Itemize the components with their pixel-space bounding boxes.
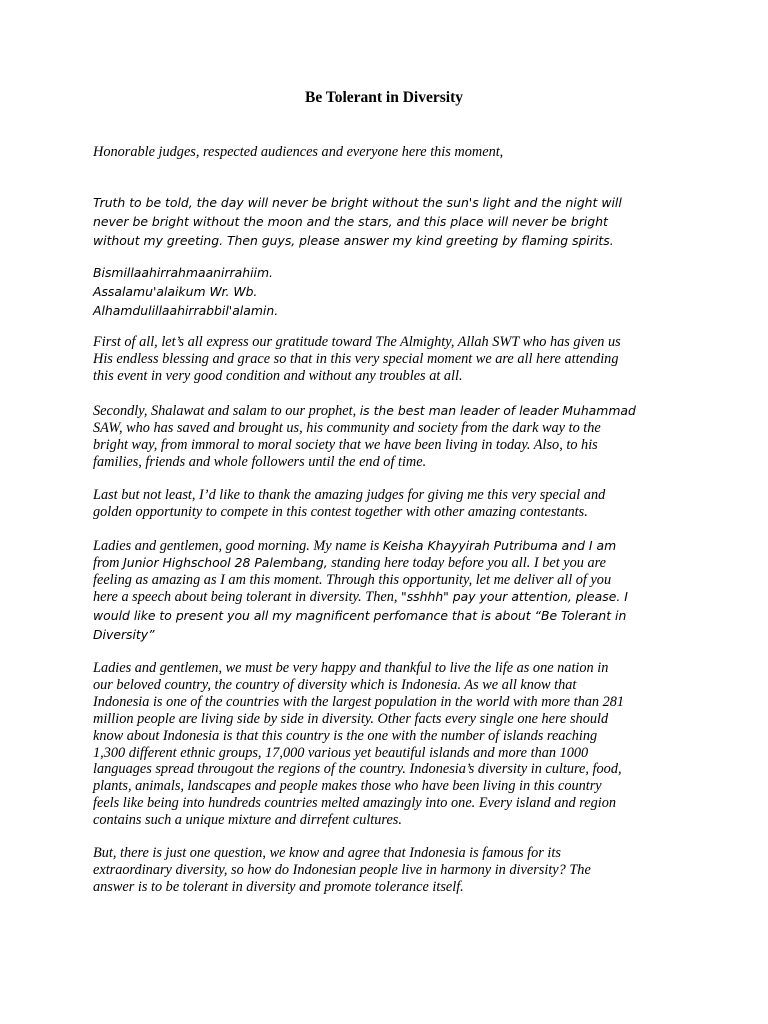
text-span: Ladies and gentlemen, good morning. My name is (93, 538, 383, 554)
paragraph-question (93, 845, 683, 896)
text-line (93, 403, 683, 420)
text-span: is the best man leader of leader Muhammad (359, 403, 636, 418)
document-title: Be Tolerant in Diversity (304, 89, 463, 106)
text-line: million people are living side by side in diversity. Other facts every single one here should (93, 710, 609, 727)
paragraph-opening-prayer (93, 263, 683, 320)
text-span: from (93, 554, 124, 571)
text-line: SAW, who has saved and brought us, his community and society from the dark way to the (93, 419, 601, 436)
text-span: Junior Highschool 28 Palembang, (123, 554, 328, 570)
text-line: bright way, from immoral to moral society that we have been living in today. Also, to his (93, 436, 598, 453)
text-line: Truth to be told, the day will never be bright without the sun's light and the night will (93, 195, 622, 210)
text-line: families, friends and whole followers until the end of time. (93, 453, 427, 470)
text-line: feels like being into hundreds countries melted amazingly into one. Every island and region (93, 795, 617, 812)
text-line: But, there is just one question, we know and agree that Indonesia is famous for its (93, 845, 561, 861)
text-line: know about Indonesia is that this country is the one with the number of islands reaching (93, 727, 598, 744)
text-line: answer is to be tolerant in diversity and promote tolerance itself. (93, 878, 464, 895)
text-span: standing here today before you all. I bet you are (327, 554, 606, 571)
text-span: Secondly, Shalawat and salam to our prophet, (93, 403, 360, 419)
text-line: Diversity” (93, 626, 155, 642)
text-line: Last but not least, I’d like to thank the amazing judges for giving me this very special and (93, 487, 606, 503)
text-line: Bismillaahirrahmaanirrahiim. (93, 265, 273, 280)
text-span: here a speech about being tolerant in diversity. Then, (93, 588, 401, 605)
text-line: golden opportunity to compete in this contest together with other amazing contestants. (93, 503, 588, 520)
paragraph-introduction (93, 538, 683, 644)
text-line: First of all, let’s all express our gratitude toward The Almighty, Allah SWT who has given us (93, 334, 621, 350)
text-line: without my greeting. Then guys, please answer my kind greeting by flaming spirits. (93, 233, 614, 248)
text-line: Assalamu'alaikum Wr. Wb. (93, 284, 258, 299)
text-line: Indonesia is one of the countries with the largest population in the world with more than 281 (93, 693, 625, 710)
paragraph-gratitude (93, 334, 683, 385)
text-line (93, 538, 683, 555)
text-line: Ladies and gentlemen, we must be very happy and thankful to live the life as one nation in (93, 660, 609, 676)
text-line (93, 555, 683, 572)
text-line: Alhamdulillaahirrabbil'alamin. (93, 303, 279, 318)
paragraph-greeting (93, 144, 683, 161)
text-line: our beloved country, the country of diversity which is Indonesia. As we all know that (93, 676, 577, 693)
text-line (93, 589, 683, 606)
text-span: "sshhh" pay your attention, please. I (401, 588, 628, 604)
paragraph-shalawat (93, 403, 683, 471)
text-line: Honorable judges, respected audiences and everyone here this moment, (93, 144, 504, 160)
text-line: extraordinary diversity, so how do Indonesian people live in harmony in diversity? The (93, 861, 591, 878)
text-line: never be bright without the moon and the stars, and this place will never be bright (93, 214, 608, 229)
text-span: Keisha Khayyirah Putribuma and I am (382, 538, 617, 553)
text-line: this event in very good condition and without any troubles at all. (93, 367, 463, 384)
text-line: languages spread througout the regions of the country. Indonesia’s diversity in culture, food, (93, 761, 622, 778)
text-line: contains such a unique mixture and dirrefent cultures. (93, 812, 402, 829)
text-line: 1,300 different ethnic groups, 17,000 various yet beautiful islands and more than 1000 (93, 744, 589, 761)
text-line: feeling as amazing as I am this moment. Through this opportunity, let me deliver all of you (93, 571, 612, 588)
text-line: would like to present you all my magnificent perfomance that is about “Be Tolerant in (93, 607, 627, 623)
paragraph-indonesia-facts (93, 660, 683, 829)
paragraph-thanks (93, 487, 683, 521)
paragraph-truth (93, 193, 683, 250)
text-line: His endless blessing and grace so that in this very special moment we are all here attending (93, 350, 619, 367)
text-line: plants, animals, landscapes and people makes those who have been living in this country (93, 778, 602, 795)
